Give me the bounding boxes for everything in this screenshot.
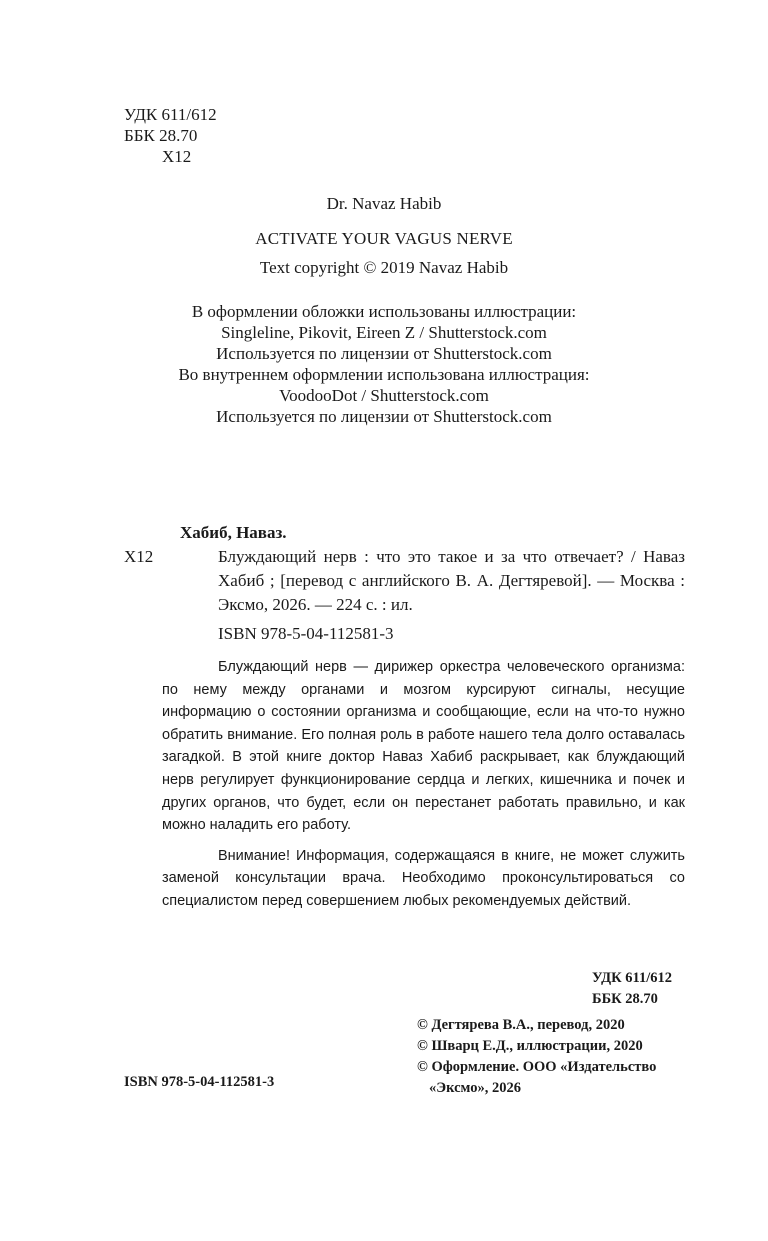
abstract (162, 656, 685, 913)
udk-code: УДК 611/612 (124, 105, 217, 124)
author-mark: Х12 (162, 147, 192, 166)
bottom-classification-codes (592, 968, 672, 1010)
abstract-warning: Внимание! Информация, содержащаяся в книге, не может служить заменой консультации врача. Необходимо проконсультироваться со специалистом перед совершением любых рекомендуемых действий. (162, 847, 685, 909)
bottom-bbk-code: ББК 28.70 (592, 991, 658, 1007)
credit-line: Используется по лицензии от Shutterstock.com (216, 407, 552, 426)
credit-line: Singleline, Pikovit, Eireen Z / Shutterstock.com (221, 323, 547, 342)
catalog-author-mark: Х12 (124, 547, 154, 566)
copyright-line: «Эксмо», 2026 (429, 1080, 521, 1096)
copyright-line: © Оформление. ООО «Издательство (417, 1059, 657, 1075)
classification-codes (124, 104, 217, 167)
abstract-paragraph: Блуждающий нерв — дирижер оркестра человеческого организма: по нему между органами и мозгом курсируют сигналы, несущие информацию о состоянии организма и сообщающие, если на что-то нужно обратить внимание. Его полная роль в работе нашего тела долго оставалась загадкой. В этой книге доктор Наваз Хабиб раскрывает, как блуждающий нерв регулирует функционирование сердца и легких, кишечника и почек и других органов, что будет, если он перестанет работать правильно, и как можно наладить его работу. (162, 659, 685, 834)
original-copyright: Text copyright © 2019 Navaz Habib (259, 258, 509, 277)
credit-line: Во внутреннем оформлении использована иллюстрация: (178, 365, 590, 384)
original-author: Dr. Navaz Habib (326, 194, 442, 213)
credit-line: VoodooDot / Shutterstock.com (279, 386, 489, 405)
credit-line: В оформлении обложки использованы иллюстрации: (191, 302, 577, 321)
copyright-block (417, 1015, 656, 1099)
original-title: ACTIVATE YOUR VAGUS NERVE (255, 229, 513, 248)
catalog-description: Блуждающий нерв : что это такое и за что отвечает? / Наваз Хабиб ; [перевод с английского В. А. Дегтяревой]. — Москва : Эксмо, 2026. — 224 с. : ил. (218, 547, 685, 614)
catalog-isbn: ISBN 978-5-04-112581-3 (218, 624, 394, 643)
catalog-main-author: Хабиб, Наваз. (180, 523, 287, 542)
bottom-udk-code: УДК 611/612 (592, 970, 673, 986)
footer-isbn: ISBN 978-5-04-112581-3 (124, 1074, 275, 1090)
illustration-credits (0, 301, 768, 427)
copyright-line: © Дегтярева В.А., перевод, 2020 (417, 1017, 625, 1033)
credit-line: Используется по лицензии от Shutterstock.com (216, 344, 552, 363)
bbk-code: ББК 28.70 (124, 126, 198, 145)
copyright-line: © Шварц Е.Д., иллюстрации, 2020 (417, 1038, 643, 1054)
